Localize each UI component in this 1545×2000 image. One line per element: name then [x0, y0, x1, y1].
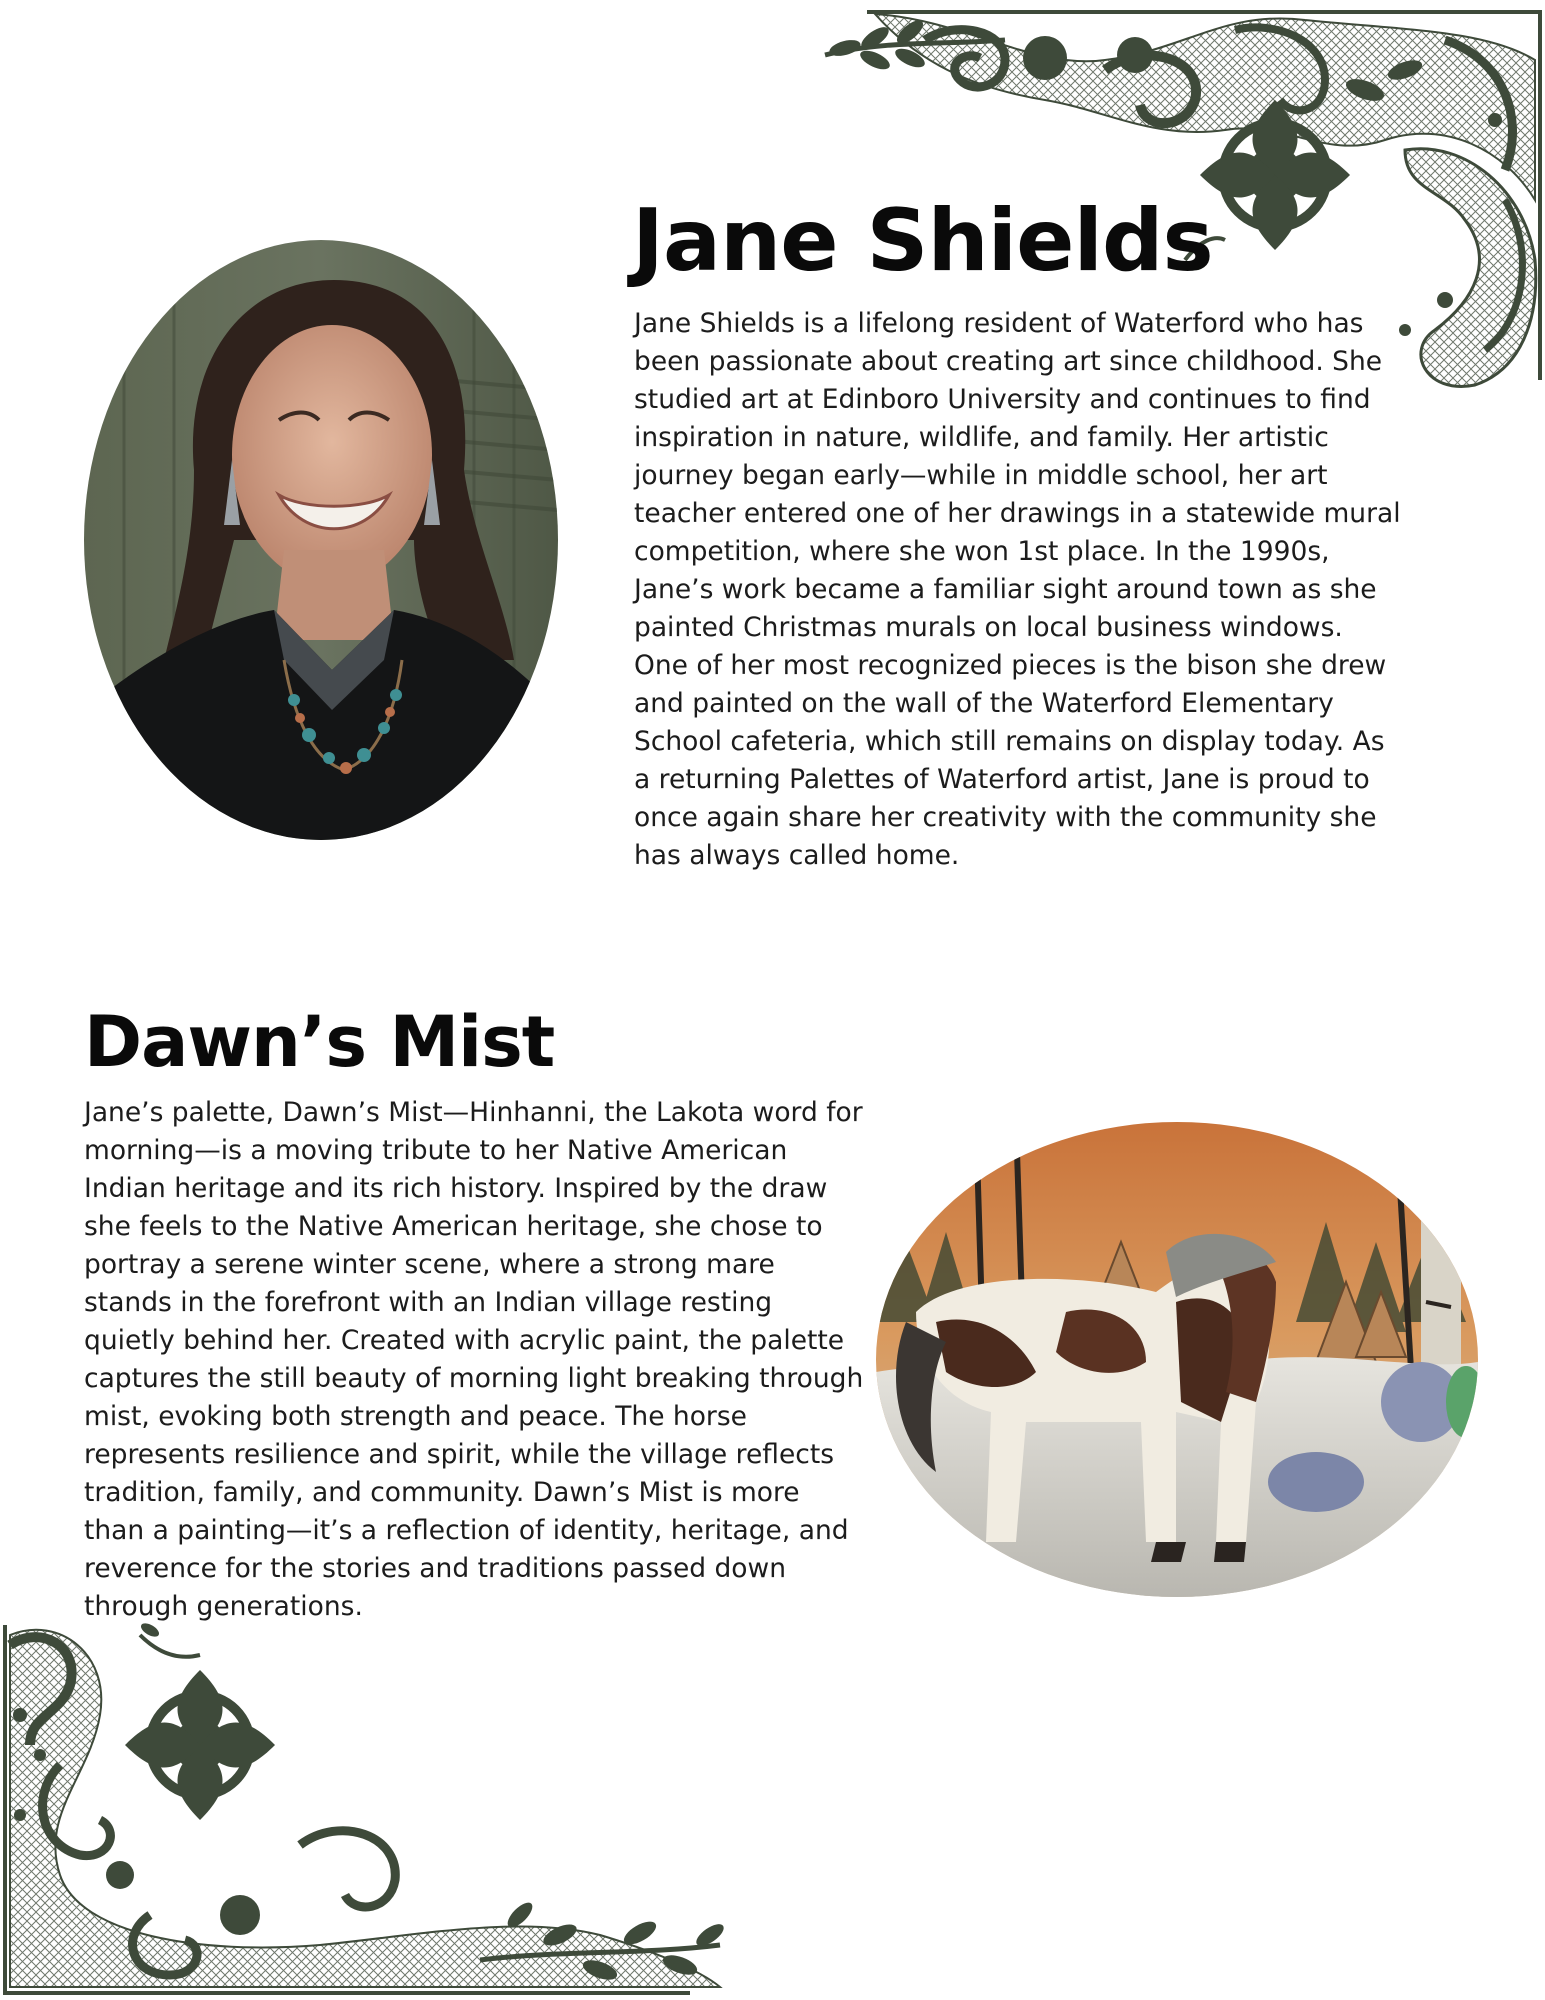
artist-bio-paragraph: Jane Shields is a lifelong resident of Waterford who has been passionate about creating art since childhood. She studied art at Edinboro University and continues to find inspiration in nature, wildlife, and family. Her artistic journey began early—while in middle school, her art teacher entered one of her drawings in a statewide mural competition, where she won 1st place. In the 1990s, Jane’s work became a familiar sight around town as she painted Christmas murals on local business windows. One of her most recognized pieces is the bison she drew and painted on the wall of the Waterford Elementary School cafeteria, which still remains on display today. As a returning Palettes of Waterford artist, Jane is proud to once again share her creativity with the community she has always called home.	[634, 308, 1401, 871]
palette-title-heading: Dawn’s Mist	[84, 1001, 555, 1083]
artist-name-heading: Jane Shields	[632, 191, 1213, 291]
artist-portrait-photo	[84, 240, 558, 840]
lace-corner-bottom-left-icon	[0, 1615, 740, 2000]
palette-description-paragraph: Jane’s palette, Dawn’s Mist—Hinhanni, the Lakota word for morning—is a moving tribute to her Native American Indian heritage and its rich history. Inspired by the draw she feels to the Native American heritage, she chose to portray a serene winter scene, where a strong mare stands in the forefront with an Indian village resting quietly behind her. Created with acrylic paint, the palette captures the still beauty of morning light breaking through mist, evoking both strength and peace. The horse represents resilience and spirit, while the village reflects tradition, family, and community. Dawn’s Mist is more than a painting—it’s a reflection of identity, heritage, and reverence for the stories and traditions passed down through generations.	[84, 1097, 864, 1622]
palette-painting-photo	[876, 1122, 1478, 1597]
